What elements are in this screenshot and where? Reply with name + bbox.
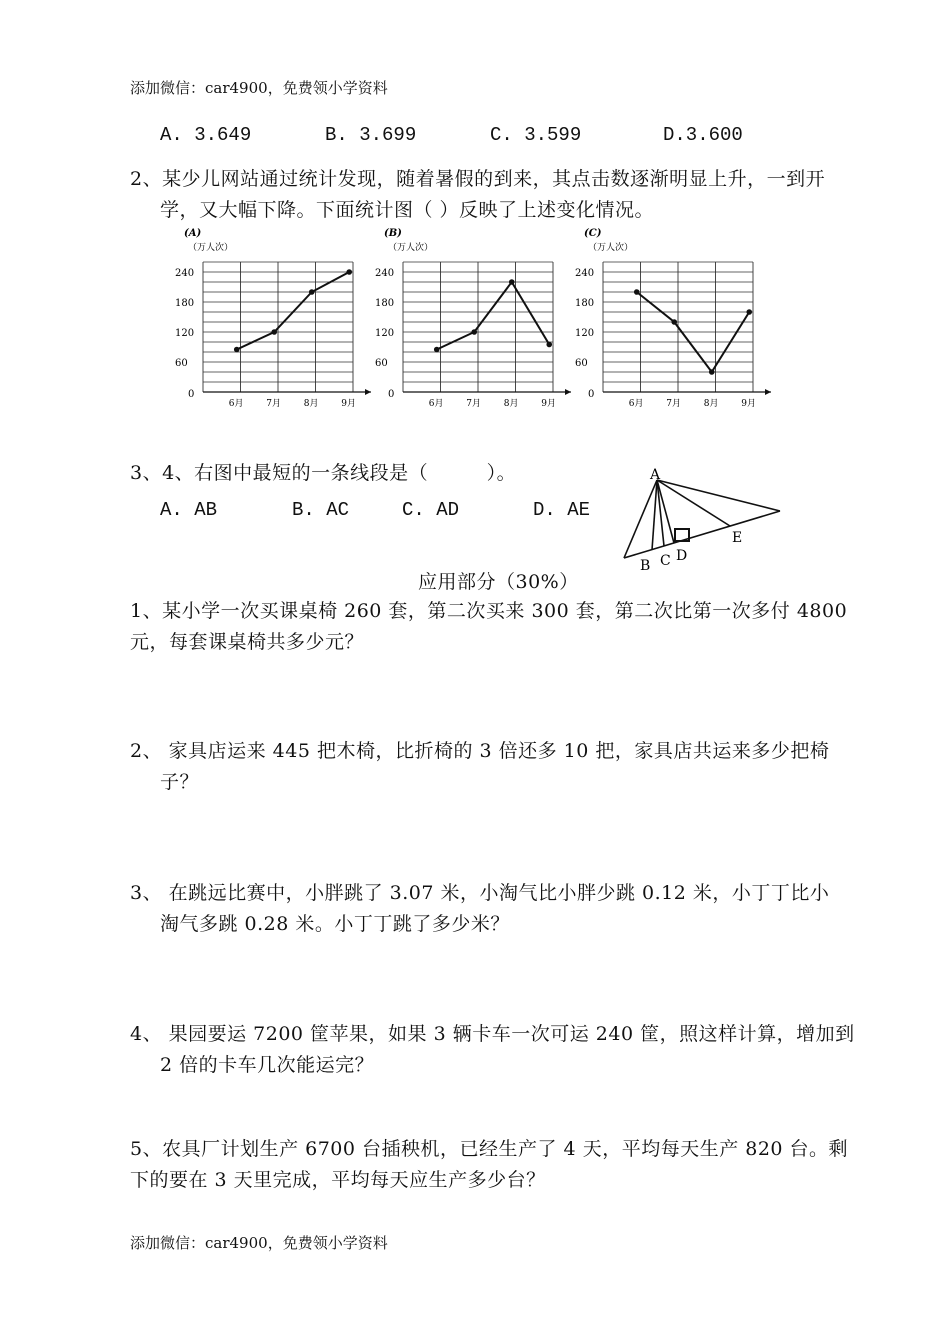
y-tick-label: 240: [375, 268, 395, 279]
x-tick-label: 8月: [503, 399, 519, 409]
y-tick-label: 180: [575, 298, 595, 309]
chart-unit-label: （万人次）: [188, 243, 234, 253]
problem5-line1: 5、农具厂计划生产 6700 台插秧机，已经生产了 4 天，平均每天生产 820 台。剩: [130, 1138, 849, 1160]
data-point: [709, 369, 715, 375]
chart-letter-label: (A): [184, 228, 202, 239]
problem2-line1: 2、 家具店运来 445 把木椅，比折椅的 3 倍还多 10 把，家具店共运来多少把椅: [130, 740, 830, 762]
x-tick-label: 8月: [703, 399, 719, 409]
x-tick-label: 6月: [228, 399, 244, 409]
section-title: 应用部分（30%）: [418, 571, 579, 593]
problem4-line2: 2 倍的卡车几次能运完？: [160, 1054, 375, 1076]
data-point: [271, 329, 277, 335]
data-point: [671, 319, 677, 325]
problem2-line2: 子？: [160, 771, 200, 793]
problem1-line2: 元，每套课桌椅共多少元？: [130, 631, 365, 653]
x-tick-label: 7月: [266, 399, 281, 409]
q1-option-b: B. 3.699: [325, 124, 417, 146]
chart-a: [175, 228, 371, 409]
geometry-figure: [612, 462, 792, 577]
q3-option-c: C. AD: [402, 499, 460, 521]
problem1-line1: 1、某小学一次买课桌椅 260 套，第二次买来 300 套，第二次比第一次多付 4800: [130, 600, 848, 622]
x-axis-arrow: [765, 389, 771, 395]
q2-line2: 学，又大幅下降。下面统计图（ ）反映了上述变化情况。: [160, 199, 655, 221]
q1-option-a: A. 3.649: [160, 124, 252, 146]
x-tick-label: 9月: [541, 399, 556, 409]
data-point: [634, 289, 640, 295]
label-c: C: [660, 553, 671, 569]
x-tick-label: 7月: [466, 399, 481, 409]
q3-option-b: B. AC: [292, 499, 350, 521]
data-point: [234, 347, 240, 353]
x-tick-label: 6月: [428, 399, 444, 409]
chart-unit-label: （万人次）: [388, 243, 434, 253]
q3-option-a: A. AB: [160, 499, 218, 521]
data-point: [309, 289, 315, 295]
y-tick-label: 120: [575, 328, 595, 339]
x-tick-label: 6月: [628, 399, 644, 409]
y-tick-label: 240: [575, 268, 595, 279]
q3-stem: 3、4、右图中最短的一条线段是（ ）。: [130, 462, 517, 484]
problem5-line2: 下的要在 3 天里完成，平均每天应生产多少台？: [130, 1169, 546, 1191]
y-tick-label: 180: [175, 298, 195, 309]
q1-option-d: D.3.600: [663, 124, 743, 146]
x-axis-arrow: [565, 389, 571, 395]
x-tick-label: 8月: [303, 399, 319, 409]
problem3-line1: 3、 在跳远比赛中，小胖跳了 3.07 米，小淘气比小胖少跳 0.12 米，小丁丁比小: [130, 882, 830, 904]
chart-letter-label: (B): [384, 228, 402, 239]
x-tick-label: 7月: [666, 399, 681, 409]
y-tick-label: 60: [175, 358, 188, 369]
problem3-line2: 淘气多跳 0.28 米。小丁丁跳了多少米？: [160, 913, 510, 935]
page-footer: 添加微信：car4900，免费领小学资料: [130, 1234, 388, 1252]
y-tick-label: 60: [575, 358, 588, 369]
problem4-line1: 4、 果园要运 7200 筐苹果，如果 3 辆卡车一次可运 240 筐，照这样计算，增加到: [130, 1023, 855, 1045]
q3-option-d: D. AE: [533, 499, 591, 521]
data-point: [346, 269, 352, 275]
label-d: D: [676, 548, 688, 564]
chart-c: [575, 228, 771, 409]
x-tick-label: 9月: [741, 399, 756, 409]
chart-letter-label: (C): [584, 228, 602, 239]
x-axis-arrow: [365, 389, 371, 395]
label-a: A: [650, 467, 661, 483]
data-point: [509, 279, 515, 285]
y-tick-label: 0: [388, 389, 395, 400]
y-tick-label: 120: [375, 328, 395, 339]
label-b: B: [640, 558, 651, 574]
q2-line1: 2、某少儿网站通过统计发现，随着暑假的到来，其点击数逐渐明显上升，一到开: [130, 168, 826, 190]
data-point: [746, 309, 752, 315]
y-tick-label: 240: [175, 268, 195, 279]
q1-option-c: C. 3.599: [490, 124, 582, 146]
y-tick-label: 0: [588, 389, 595, 400]
data-point: [546, 342, 552, 348]
charts-area: [170, 222, 790, 412]
page-header: 添加微信：car4900，免费领小学资料: [130, 79, 388, 97]
data-point: [434, 347, 440, 353]
y-tick-label: 120: [175, 328, 195, 339]
label-e: E: [732, 530, 743, 546]
chart-unit-label: （万人次）: [588, 243, 634, 253]
series-line: [237, 272, 350, 350]
chart-b: [375, 228, 571, 409]
y-tick-label: 60: [375, 358, 388, 369]
data-point: [471, 329, 477, 335]
y-tick-label: 0: [188, 389, 195, 400]
x-tick-label: 9月: [341, 399, 356, 409]
y-tick-label: 180: [375, 298, 395, 309]
